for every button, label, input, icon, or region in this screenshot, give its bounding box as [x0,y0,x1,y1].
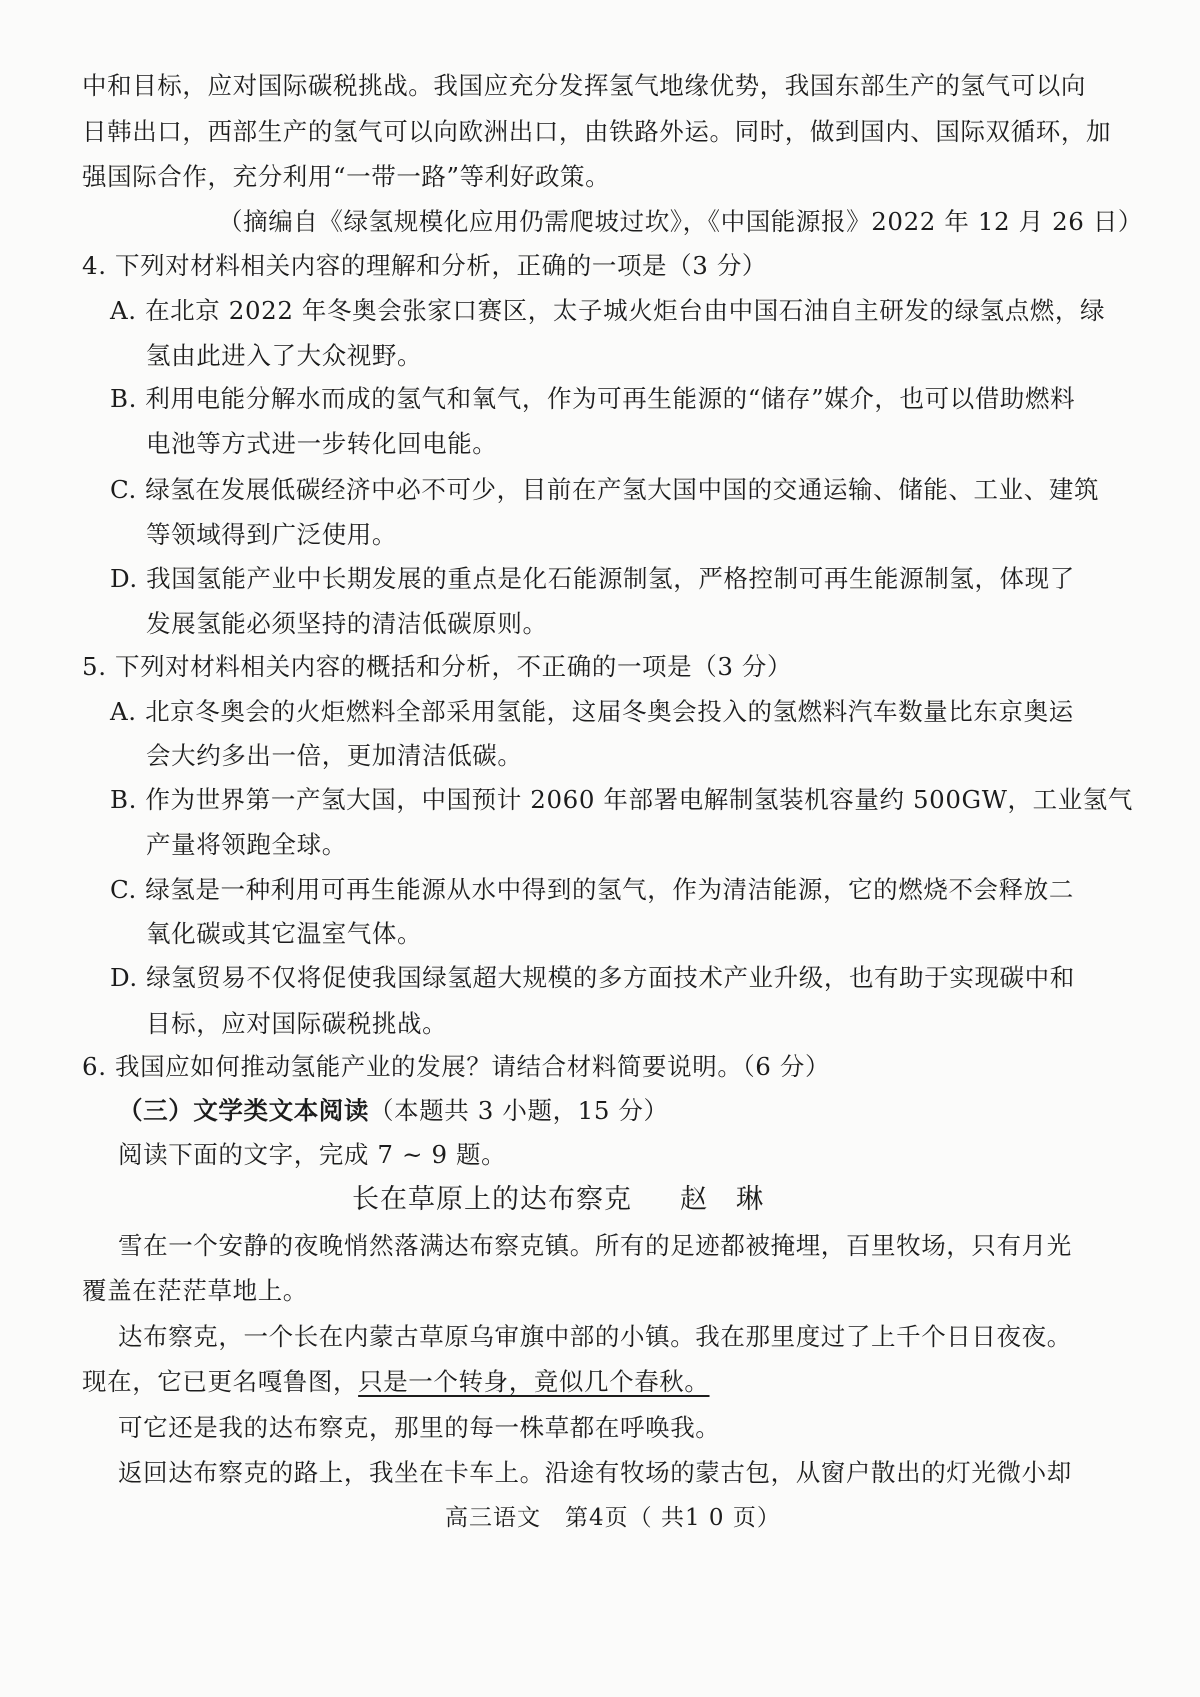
story-paragraph-4: 返回达布察克的路上，我坐在卡车上。沿途有牧场的蒙古包，从窗户散出的灯光微小却 [118,1458,1072,1487]
question-6-stem: 6. 我国应如何推动氢能产业的发展？请结合材料简要说明。（6 分） [82,1052,831,1081]
q5-option-d: D. 绿氢贸易不仅将促使我国绿氢超大规模的多方面技术产业升级，也有助于实现碳中和 [110,963,1075,992]
story-paragraph-1: 雪在一个安静的夜晚悄然落满达布察克镇。所有的足迹都被掩埋，百里牧场，只有月光 [118,1231,1072,1260]
source-citation: （摘编自《绿氢规模化应用仍需爬坡过坎》，《中国能源报》2022 年 12 月 26 日） [218,207,1144,236]
section-3-heading: （三）文学类文本阅读（本题共 3 小题，15 分） [118,1096,669,1125]
passage-line: 中和目标，应对国际碳税挑战。我国应充分发挥氢气地缘优势，我国东部生产的氢气可以向 [82,71,1086,100]
story-paragraph-2: 达布察克，一个长在内蒙古草原乌审旗中部的小镇。我在那里度过了上千个日日夜夜。 [118,1322,1072,1351]
underlined-sentence: 只是一个转身，竟似几个春秋。 [358,1367,710,1396]
q4-option-a-cont: 氢由此进入了大众视野。 [146,341,423,370]
passage-line: 日韩出口，西部生产的氢气可以向欧洲出口，由铁路外运。同时，做到国内、国际双循环，加 [82,117,1112,146]
q4-option-c: C. 绿氢在发展低碳经济中必不可少，目前在产氢大国中国的交通运输、储能、工业、建筑 [110,475,1100,504]
passage-line: 强国际合作，充分利用“一带一路”等利好政策。 [82,162,611,191]
q4-option-a: A. 在北京 2022 年冬奥会张家口赛区，太子城火炬台由中国石油自主研发的绿氢点燃，绿 [110,296,1106,325]
story-title: 长在草原上的达布察克 [352,1184,632,1215]
question-4-stem: 4. 下列对材料相关内容的理解和分析，正确的一项是（3 分） [82,251,768,280]
q4-option-d: D. 我国氢能产业中长期发展的重点是化石能源制氢，严格控制可再生能源制氢，体现了 [110,564,1075,593]
q4-option-b: B. 利用电能分解水而成的氢气和氧气，作为可再生能源的“储存”媒介，也可以借助燃料 [110,384,1076,413]
q5-option-b: B. 作为世界第一产氢大国，中国预计 2060 年部署电解制氢装机容量约 500GW，工业氢气 [110,785,1134,814]
q4-option-d-cont: 发展氢能必须坚持的清洁低碳原则。 [146,609,548,638]
q5-option-a: A. 北京冬奥会的火炬燃料全部采用氢能，这届冬奥会投入的氢燃料汽车数量比东京奥运 [110,697,1074,726]
q4-option-c-cont: 等领域得到广泛使用。 [146,520,397,549]
story-author: 赵 琳 [680,1184,764,1215]
section-3-instruction: 阅读下面的文字，完成 7 ~ 9 题。 [118,1140,507,1169]
q5-option-c-cont: 氧化碳或其它温室气体。 [146,919,423,948]
q5-option-d-cont: 目标，应对国际碳税挑战。 [146,1009,448,1038]
q5-option-a-cont: 会大约多出一倍，更加清洁低碳。 [146,741,523,770]
story-paragraph-3: 可它还是我的达布察克，那里的每一株草都在呼唤我。 [118,1413,721,1442]
page-footer: 高三语文 第4页（ 共1 0 页） [445,1505,781,1531]
q4-option-b-cont: 电池等方式进一步转化回电能。 [146,429,498,458]
question-5-stem: 5. 下列对材料相关内容的概括和分析，不正确的一项是（3 分） [82,652,793,681]
q5-option-b-cont: 产量将领跑全球。 [146,830,347,859]
story-paragraph-1-cont: 覆盖在茫茫草地上。 [82,1276,308,1305]
q5-option-c: C. 绿氢是一种利用可再生能源从水中得到的氢气，作为清洁能源，它的燃烧不会释放二 [110,875,1074,904]
story-paragraph-2-cont: 现在，它已更名嘎鲁图，只是一个转身，竟似几个春秋。 [82,1367,710,1396]
